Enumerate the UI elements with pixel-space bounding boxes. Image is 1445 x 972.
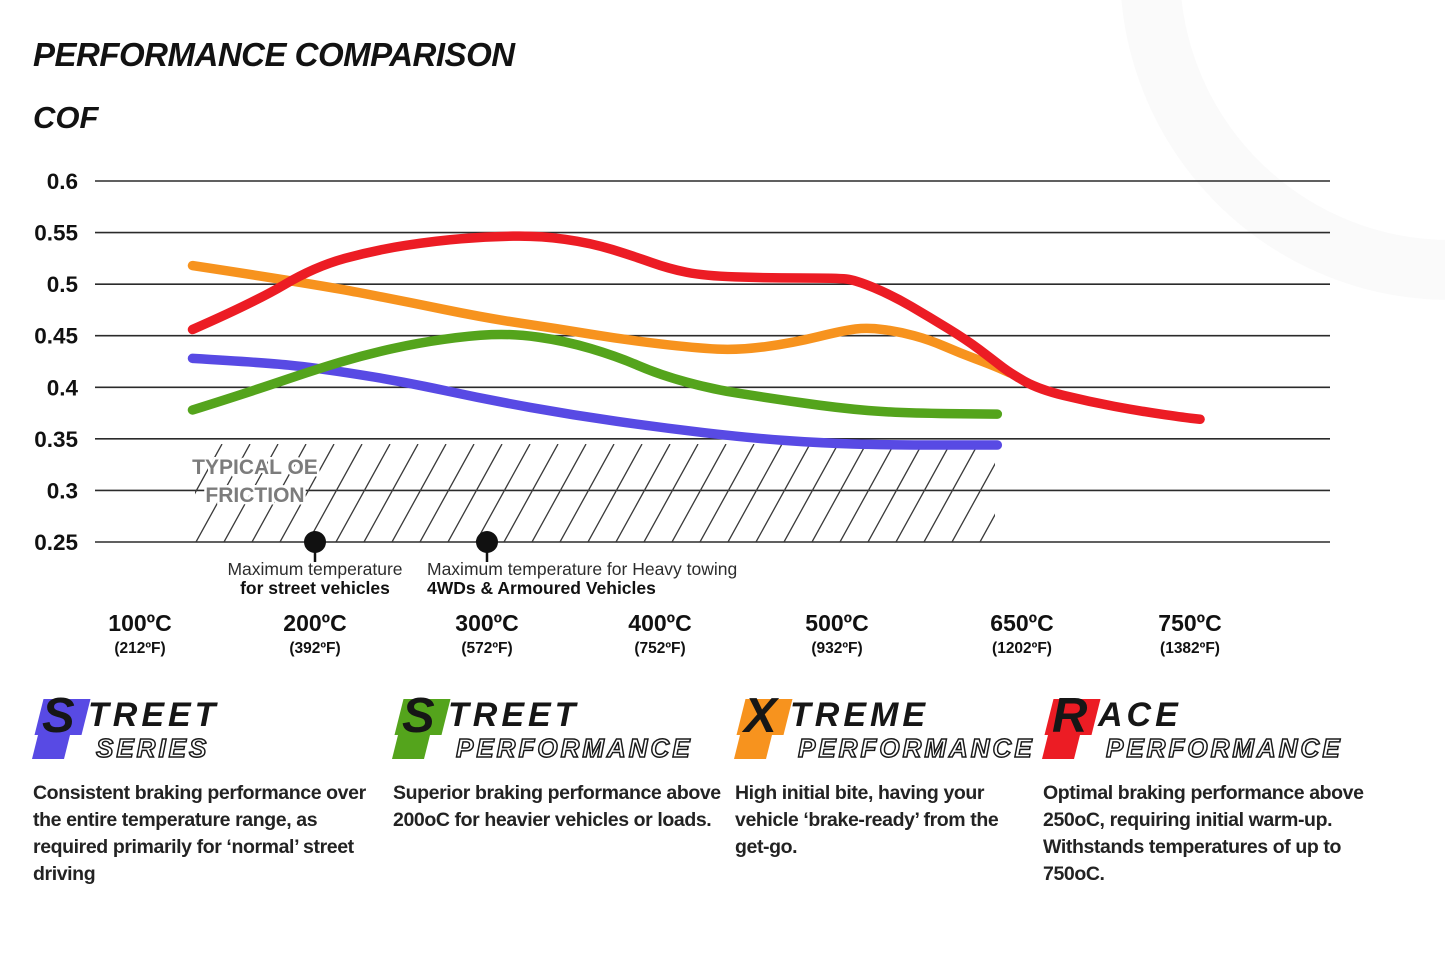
series-race-performance bbox=[193, 236, 1201, 419]
x-tick-celsius: 750ºC bbox=[1158, 610, 1222, 636]
street-performance-description: Superior braking performance above 200oC for heavier vehicles or loads. bbox=[393, 782, 721, 831]
y-tick-label: 0.45 bbox=[34, 323, 78, 349]
x-tick-celsius: 300ºC bbox=[455, 610, 519, 636]
logo-word-bottom: PERFORMANCE bbox=[798, 733, 1035, 763]
street-performance-logo bbox=[393, 689, 723, 764]
street-series-logo bbox=[33, 689, 373, 764]
x-tick-fahrenheit: (752ºF) bbox=[634, 640, 686, 657]
xtreme-performance-logo bbox=[735, 689, 1035, 764]
logo-word-bottom: SERIES bbox=[96, 733, 210, 763]
x-tick-celsius: 200ºC bbox=[283, 610, 347, 636]
race-performance-description: Optimal braking performance above 250oC, requiring initial warm-up. Withstands temperatures of up to 750oC. bbox=[1043, 782, 1364, 885]
performance-chart bbox=[0, 150, 1445, 685]
logo-letter: S bbox=[42, 689, 75, 743]
logo-word-top: TREME bbox=[790, 696, 929, 734]
logo-word-bottom: PERFORMANCE bbox=[456, 733, 693, 763]
marker-label: for street vehicles bbox=[240, 578, 390, 598]
logo-letter: R bbox=[1052, 689, 1088, 743]
legend-race-performance bbox=[1043, 689, 1373, 888]
x-tick-celsius: 650ºC bbox=[990, 610, 1054, 636]
page-title: PERFORMANCE COMPARISON bbox=[33, 36, 515, 73]
logo-word-top: TREET bbox=[88, 696, 220, 734]
y-tick-label: 0.4 bbox=[46, 375, 78, 401]
x-tick-fahrenheit: (212ºF) bbox=[114, 640, 166, 657]
marker-label: Maximum temperature for Heavy towing bbox=[427, 559, 738, 579]
x-tick-fahrenheit: (1382ºF) bbox=[1160, 640, 1220, 657]
xtreme-performance-description: High initial bite, having your vehicle ‘brake-ready’ from the get-go. bbox=[735, 782, 999, 858]
oe-friction-label: TYPICAL OE bbox=[192, 456, 318, 480]
y-tick-label: 0.55 bbox=[34, 220, 78, 246]
marker-label: 4WDs & Armoured Vehicles bbox=[427, 578, 656, 598]
x-tick-celsius: 400ºC bbox=[628, 610, 692, 636]
x-tick-fahrenheit: (932ºF) bbox=[811, 640, 863, 657]
y-tick-label: 0.3 bbox=[46, 478, 78, 504]
legend-xtreme-performance bbox=[735, 689, 1035, 861]
series-street-performance bbox=[193, 334, 998, 414]
race-performance-logo bbox=[1043, 689, 1373, 764]
y-tick-label: 0.25 bbox=[34, 529, 78, 555]
logo-letter: S bbox=[402, 689, 435, 743]
marker-dot bbox=[304, 531, 326, 553]
x-tick-fahrenheit: (572ºF) bbox=[461, 640, 513, 657]
x-tick-celsius: 100ºC bbox=[108, 610, 172, 636]
y-tick-label: 0.6 bbox=[46, 169, 78, 194]
street-series-description: Consistent braking performance over the entire temperature range, as required primarily for ‘normal’ street driving bbox=[33, 782, 366, 885]
legend-street-series bbox=[33, 689, 373, 888]
legend-street-performance bbox=[393, 689, 723, 834]
oe-friction-label: FRICTION bbox=[205, 484, 305, 508]
marker-label: Maximum temperature bbox=[227, 559, 403, 579]
x-tick-fahrenheit: (1202ºF) bbox=[992, 640, 1052, 657]
x-tick-fahrenheit: (392ºF) bbox=[289, 640, 341, 657]
logo-letter: X bbox=[744, 689, 777, 743]
x-tick-celsius: 500ºC bbox=[805, 610, 869, 636]
logo-word-top: TREET bbox=[448, 696, 580, 734]
y-axis-title: COF bbox=[33, 100, 99, 135]
logo-word-top: ACE bbox=[1098, 696, 1182, 734]
logo-word-bottom: PERFORMANCE bbox=[1106, 733, 1343, 763]
marker-dot bbox=[476, 531, 498, 553]
y-tick-label: 0.35 bbox=[34, 426, 78, 452]
y-tick-label: 0.5 bbox=[46, 272, 78, 298]
